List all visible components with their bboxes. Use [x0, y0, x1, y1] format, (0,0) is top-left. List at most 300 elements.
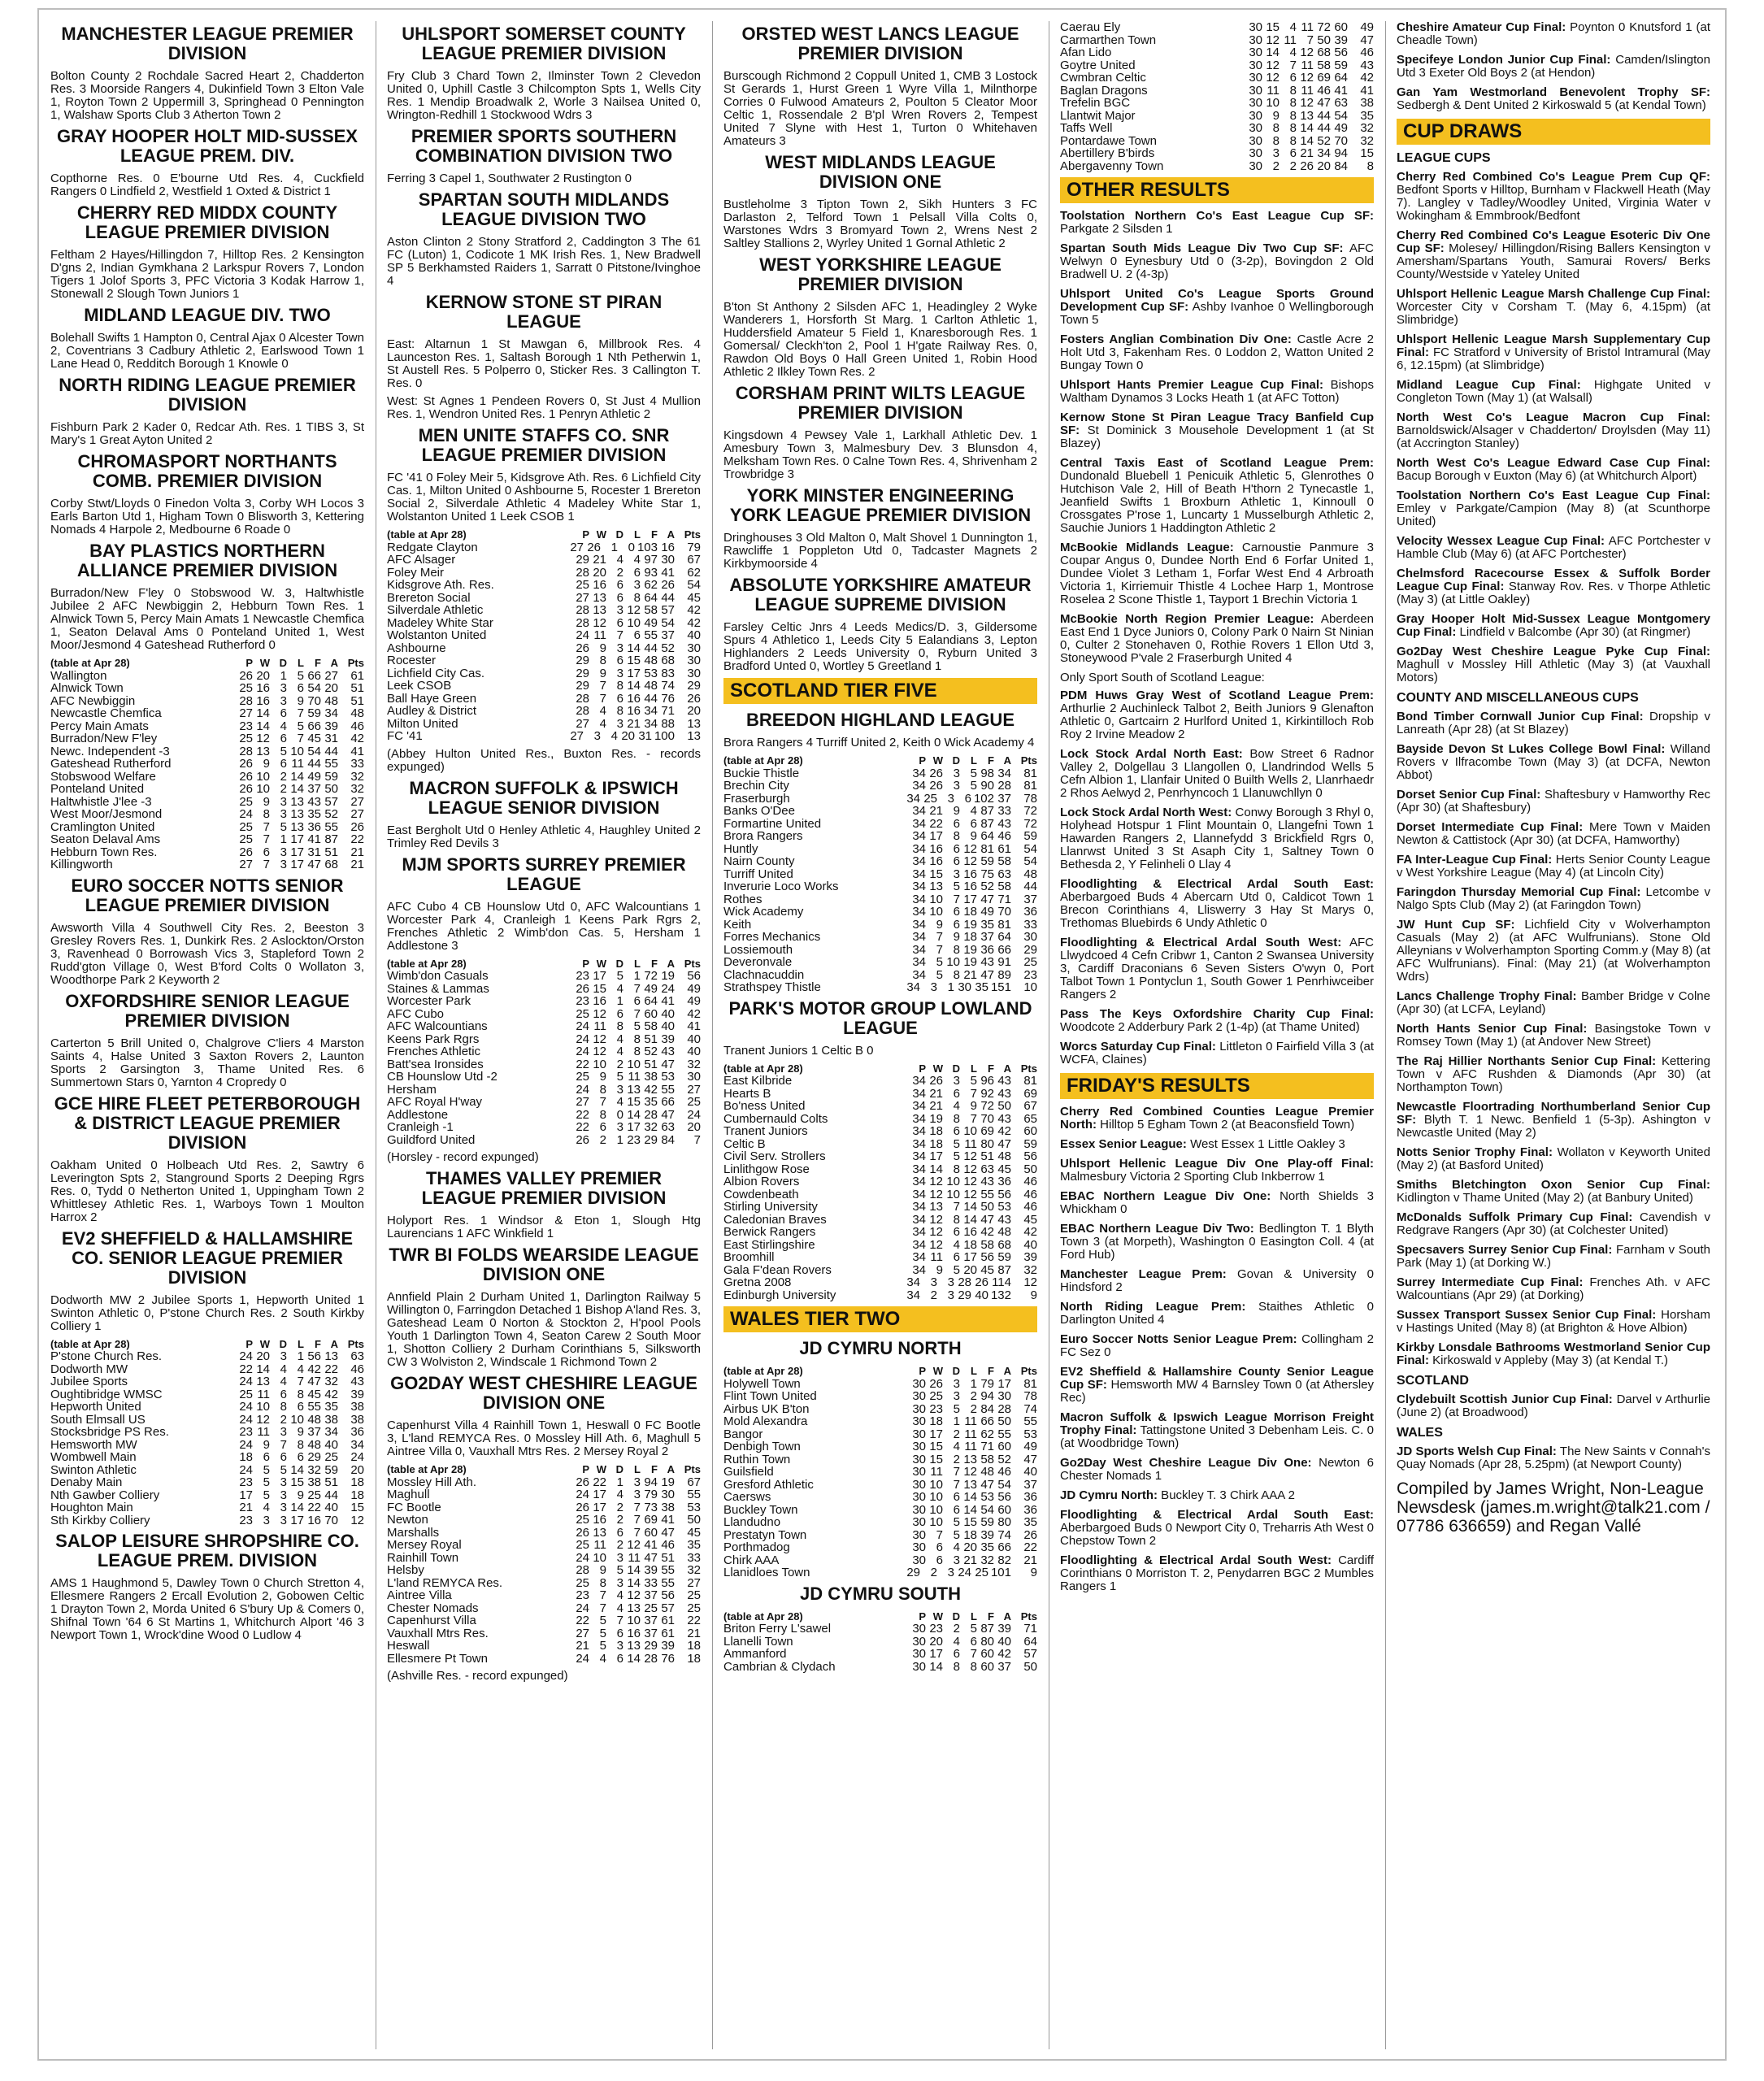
stat-cell: 6	[953, 854, 960, 868]
stat-cell: 47	[980, 967, 994, 982]
column-header: P	[582, 957, 589, 970]
results-paragraph: Corby Stwt/Lloyds 0 Finedon Volta 3, Corby WH Locos 3 Earls Barton Utd 1, Higham Town 0 Blisworth 3, Kettering Nomads 4 Harpole 2, Medbourne 6 Roade 0	[50, 497, 364, 537]
stat-cell: 30	[1249, 46, 1262, 59]
team-name: Vauxhall Mtrs Res.	[387, 1627, 489, 1640]
team-name: Strathspey Thistle	[723, 981, 821, 994]
result-competition: North West Co's League Macron Cup Final:	[1397, 411, 1710, 424]
stat-cell: 31	[307, 845, 321, 859]
stat-cell: 98	[980, 766, 994, 780]
stat-cell: 5	[953, 1149, 960, 1163]
stat-cell: 14	[1300, 133, 1314, 148]
result-entry	[1060, 806, 1374, 871]
stat-cell: 32	[644, 1120, 658, 1134]
stat-cell: 21	[1023, 1553, 1037, 1567]
team-name: Stocksbridge PS Res.	[50, 1426, 169, 1439]
stat-cell: 11	[1284, 33, 1297, 47]
stat-cell: 39	[980, 1527, 994, 1542]
stat-cell: 2	[953, 1622, 960, 1636]
stat-cell: 9	[599, 1070, 606, 1084]
team-name: Lichfield City Cas.	[387, 667, 485, 680]
table-row	[50, 1388, 364, 1401]
stat-cell: 21	[239, 1501, 253, 1514]
table-row	[387, 617, 701, 630]
stat-cell: 56	[997, 1490, 1011, 1504]
stat-cell: 34	[906, 1288, 920, 1302]
stat-cell: 37	[307, 782, 321, 796]
stat-cell: 41	[661, 565, 675, 580]
stat-cell: 54	[1023, 854, 1037, 868]
stat-cell: 60	[644, 1006, 658, 1021]
stat-cell: 52	[324, 807, 338, 821]
stat-cell: 3	[1272, 146, 1280, 160]
result-competition: Uhlsport United Co's League Sports Ground Development Cup SF:	[1060, 287, 1374, 314]
stat-cell: 3	[280, 1513, 287, 1527]
stat-cell: 22	[576, 1107, 589, 1122]
result-entry	[1060, 411, 1374, 450]
stat-cell: 58	[997, 854, 1011, 868]
stat-cell: 32	[687, 1057, 701, 1071]
team-name: Capenhurst Villa	[387, 1614, 476, 1627]
stat-cell: 71	[1023, 1622, 1037, 1636]
column-header: L	[971, 1610, 977, 1623]
compiler-credit: Compiled by James Wright, Non-League Newsdesk (james.m.wright@talk21.com / 07786 636659) and Regan Vallé	[1397, 1479, 1710, 1536]
stat-cell: 20	[593, 565, 606, 580]
stat-cell: 38	[307, 1475, 321, 1489]
league-table	[723, 1062, 1037, 1302]
team-name: AFC Cubo	[387, 1007, 445, 1020]
stat-cell: 48	[997, 1149, 1011, 1163]
stat-cell: 12	[929, 1175, 943, 1188]
stat-cell: 29	[576, 654, 589, 667]
stat-cell: 3	[280, 1425, 287, 1439]
result-text: Buckley T. 3 Chirk AAA 2	[1158, 1488, 1295, 1502]
stat-cell: 36	[1023, 1490, 1037, 1504]
table-row	[50, 732, 364, 745]
stat-cell: 2	[616, 1513, 623, 1527]
stat-cell: 8	[953, 1111, 960, 1126]
stat-cell: 19	[963, 942, 977, 957]
stat-cell: 59	[324, 1462, 338, 1477]
stat-cell: 15	[929, 1452, 943, 1466]
stat-cell: 12	[963, 841, 977, 856]
stat-cell: 5	[953, 880, 960, 893]
team-name: Ball Haye Green	[387, 692, 477, 705]
subsection-heading: SCOTLAND	[1397, 1374, 1469, 1388]
stat-cell: 12	[963, 1162, 977, 1176]
stat-cell: 7	[633, 1513, 641, 1527]
column-header: P	[582, 528, 589, 541]
stat-cell: 81	[980, 841, 994, 856]
stat-cell: 16	[593, 578, 606, 592]
stat-cell: 55	[661, 1082, 675, 1097]
stat-cell: 25	[576, 1575, 589, 1590]
stat-cell: 21	[929, 1099, 943, 1113]
stat-cell: 6	[1289, 71, 1297, 85]
stat-cell: 72	[1023, 804, 1037, 818]
stat-cell: 88	[661, 716, 675, 731]
stat-cell: 35	[975, 980, 988, 994]
stat-cell: 9	[297, 1488, 304, 1502]
result-entry	[1060, 1106, 1374, 1132]
league-heading: SPARTAN SOUTH MIDLANDS LEAGUE DIVISION TWO	[418, 189, 670, 229]
table-date-label: (table at Apr 28)	[723, 754, 803, 767]
stat-cell: 43	[350, 1375, 364, 1388]
stat-cell: 26	[576, 1525, 589, 1540]
stat-cell: 28	[958, 1275, 971, 1289]
stat-cell: 50	[687, 1513, 701, 1527]
stat-cell: 46	[1317, 83, 1331, 98]
stat-cell: 70	[997, 905, 1011, 919]
column-header: A	[330, 1337, 338, 1350]
result-competition: Sussex Transport Sussex Senior Cup Final:	[1397, 1308, 1657, 1322]
team-name: Rocester	[387, 654, 437, 667]
stat-cell: 34	[912, 1149, 926, 1163]
stat-cell: 12	[1300, 46, 1314, 59]
team-name: Newcastle Chemfica	[50, 707, 162, 720]
column-1	[50, 21, 364, 2049]
stat-cell: 7	[633, 1500, 641, 1514]
result-entry	[1060, 1457, 1374, 1483]
column-header: D	[615, 957, 623, 970]
table-row	[50, 758, 364, 771]
stat-cell: 34	[350, 1437, 364, 1452]
table-row	[723, 1529, 1037, 1542]
stat-cell: 17	[929, 829, 943, 843]
stat-cell: 14	[1300, 121, 1314, 135]
result-text: Lindfield v Balcombe (Apr 30) (at Ringmer)	[1456, 625, 1691, 639]
results-paragraph: Fry Club 3 Chard Town 2, Ilminster Town 2 Clevedon United 0, Uphill Castle 3 Chilcompton Spts 1, Wells City Res. 1 Mendip Broadwalk 2, Worle 3 Nailsea United 0, Wrington-Redhill 1 Stockwood Wdrs 3	[387, 69, 701, 122]
stat-cell: 45	[307, 1387, 321, 1401]
column-header: A	[330, 657, 338, 669]
result-text: FC Stratford v University of Bristol Intramural (May 6, 12.15pm) (at Slimbridge)	[1397, 345, 1710, 372]
team-name: Huntly	[723, 842, 758, 855]
stat-cell: 39	[1334, 33, 1348, 47]
stat-cell: 8	[970, 1659, 977, 1674]
table-row	[50, 695, 364, 708]
stat-cell: 41	[1334, 83, 1348, 98]
result-entry	[1397, 854, 1710, 880]
team-name: Bo'ness United	[723, 1100, 806, 1113]
stat-cell: 46	[1360, 46, 1374, 59]
stat-cell: 55	[661, 1575, 675, 1590]
stat-cell: 56	[1023, 1149, 1037, 1163]
stat-cell: 59	[997, 1250, 1011, 1264]
stat-cell: 15	[593, 981, 606, 996]
stat-cell: 32	[1023, 1262, 1037, 1277]
result-entry	[1397, 489, 1710, 528]
team-name: Flint Town United	[723, 1390, 817, 1403]
team-name: Hearts B	[723, 1087, 771, 1100]
stat-cell: 22	[350, 832, 364, 846]
stat-cell: 12	[256, 1412, 270, 1427]
stat-cell: 8	[953, 942, 960, 957]
team-name: AFC Royal H'way	[387, 1096, 483, 1109]
stat-cell: 55	[980, 1187, 994, 1201]
column-2	[387, 21, 701, 2049]
stat-cell: 14	[963, 1490, 977, 1504]
stat-cell: 34	[912, 1111, 926, 1126]
table-row	[723, 1289, 1037, 1302]
league-heading: PREMIER SPORTS SOUTHERN COMBINATION DIVISION TWO	[411, 126, 677, 166]
result-entry	[1060, 748, 1374, 800]
stat-cell: 24	[239, 1437, 253, 1452]
team-name: Edinburgh University	[723, 1288, 836, 1301]
stat-cell: 90	[980, 779, 994, 793]
stat-cell: 94	[1334, 146, 1348, 160]
result-entry	[1397, 1393, 1710, 1419]
stat-cell: 4	[616, 1488, 623, 1501]
stat-cell: 12	[929, 1237, 943, 1252]
stat-cell: 18	[929, 1136, 943, 1151]
stat-cell: 34	[906, 791, 920, 806]
stat-cell: 5	[616, 1563, 623, 1577]
league-heading: CHERRY RED MIDDX COUNTY LEAGUE PREMIER DIVISION	[76, 202, 338, 242]
stat-cell: 43	[997, 816, 1011, 831]
stat-cell: 4	[610, 729, 618, 743]
stat-cell: 25	[307, 1488, 321, 1502]
stat-cell: 5	[616, 969, 623, 983]
stat-cell: 7	[297, 732, 304, 745]
result-text: Bacup Borough v Euxton (May 6) (at Whitchurch Alport)	[1397, 469, 1697, 483]
column-header: Pts	[684, 1463, 701, 1475]
stat-cell: 51	[661, 1550, 675, 1565]
stat-cell: 54	[687, 578, 701, 592]
stat-cell: 24	[576, 628, 589, 642]
stat-cell: 16	[963, 880, 977, 893]
stat-cell: 20	[929, 1634, 943, 1649]
result-entry	[1397, 1101, 1710, 1140]
team-name: P'stone Church Res.	[50, 1350, 163, 1363]
stat-cell: 8	[297, 1387, 304, 1401]
team-name: Hepworth United	[50, 1401, 141, 1414]
stat-cell: 12	[963, 1465, 977, 1479]
stat-cell: 94	[644, 1475, 658, 1489]
stat-cell: 59	[980, 854, 994, 868]
stat-cell: 3	[280, 845, 287, 859]
stat-cell: 19	[963, 955, 977, 969]
stat-cell: 35	[1360, 108, 1374, 123]
result-text: Hemsworth MW 4 Barnsley Town 0 (at Athersley Rec)	[1060, 1378, 1374, 1405]
stat-cell: 54	[1334, 108, 1348, 123]
table-row	[723, 1554, 1037, 1567]
results-paragraph: East: Altarnun 1 St Mawgan 6, Millbrook Res. 4 Launceston Res. 1, Saltash Borough 1 Nth Petherwin 1, St Austell Res. 5 Polperro 0, Sticker Res. 3 Callington T. Res. 0	[387, 337, 701, 390]
table-row	[723, 805, 1037, 818]
stat-cell: 54	[307, 681, 321, 695]
stat-cell: 16	[593, 994, 606, 1008]
result-entry	[1397, 567, 1710, 606]
stat-cell: 3	[953, 1553, 960, 1567]
stat-cell: 18	[963, 905, 977, 919]
stat-cell: 33	[1023, 917, 1037, 932]
stat-cell: 79	[980, 1376, 994, 1391]
stat-cell: 58	[980, 1452, 994, 1466]
stat-cell: 52	[997, 1452, 1011, 1466]
team-name: Redgate Clayton	[387, 541, 478, 554]
stat-cell: 36	[350, 1425, 364, 1439]
table-row	[723, 1648, 1037, 1661]
stat-cell: 78	[1023, 1389, 1037, 1403]
result-entry	[1397, 1179, 1710, 1205]
stat-cell: 55	[324, 757, 338, 771]
stat-cell: 30	[912, 1634, 926, 1649]
table-row	[50, 833, 364, 846]
table-row	[723, 1636, 1037, 1649]
result-competition: PDM Huws Gray West of Scotland League Prem:	[1060, 689, 1374, 702]
results-paragraph: Bolehall Swifts 1 Hampton 0, Central Ajax 0 Alcester Town 2, Coventrians 3 Cadbury Athletic 2, Earlswood Town 1 Lane Head 0, Redditch Borough 1 Knowle 0	[50, 331, 364, 371]
result-competition: Go2Day West Cheshire League Div One:	[1060, 1456, 1312, 1470]
stat-cell: 23	[929, 1401, 943, 1416]
stat-cell: 13	[627, 1639, 641, 1653]
column-header: W	[932, 754, 943, 767]
stat-cell: 37	[997, 1659, 1011, 1674]
table-row	[723, 767, 1037, 780]
stat-cell: 5	[599, 1626, 606, 1640]
stat-cell: 24	[576, 1601, 589, 1615]
table-row	[387, 592, 701, 605]
table-row	[723, 1661, 1037, 1674]
stat-cell: 18	[963, 1237, 977, 1252]
result-competition: Cherry Red Combined Counties League Premier North:	[1060, 1105, 1374, 1132]
stat-cell: 24	[576, 1651, 589, 1666]
team-name: Percy Main Amats	[50, 719, 149, 732]
stat-cell: 2	[953, 1427, 960, 1441]
stat-cell: 10	[627, 615, 641, 630]
table-row	[387, 1020, 701, 1033]
stat-cell: 46	[997, 829, 1011, 843]
table-row	[723, 1163, 1037, 1176]
table-row	[723, 1239, 1037, 1252]
result-competition: Floodlighting & Electrical Ardal South West:	[1060, 1553, 1332, 1567]
stat-cell: 4	[970, 804, 977, 818]
stat-cell: 37	[997, 791, 1011, 806]
stat-cell: 3	[633, 578, 641, 592]
team-name: Ponteland United	[50, 783, 145, 796]
table-row	[723, 843, 1037, 856]
stat-cell: 58	[1317, 58, 1331, 72]
stat-cell: 48	[644, 654, 658, 667]
stat-cell: 33	[687, 1550, 701, 1565]
table-row	[387, 1121, 701, 1134]
table-header	[387, 1463, 701, 1476]
stat-cell: 7	[599, 691, 606, 706]
stat-cell: 34	[912, 917, 926, 932]
stat-cell: 10	[593, 1550, 606, 1565]
stat-cell: 4	[616, 1588, 623, 1602]
result-text: Blyth T. 1 Newc. Benfield 1 (5-3p). Ashington v Newcastle United (May 2)	[1397, 1113, 1710, 1140]
stat-cell: 19	[661, 969, 675, 983]
stat-cell: 58	[997, 880, 1011, 893]
stat-cell: 2	[930, 1288, 937, 1302]
table-row	[1060, 97, 1374, 110]
stat-cell: 5	[953, 1262, 960, 1277]
table-row	[723, 906, 1037, 919]
column-header: L	[634, 1463, 641, 1475]
results-paragraph: Oakham United 0 Holbeach Utd Res. 2, Sawtry 6 Leverington Spts 2, Stanground Sports 2 Deeping Rgrs Res. 0, Tydd 0 Netherton United 1, Uppingham Town 2 Whittlesey Athletic Res. 1, Warboys Town 1 Moulton Harrox 2	[50, 1158, 364, 1224]
stat-cell: 6	[297, 1450, 304, 1464]
stat-cell: 13	[593, 590, 606, 605]
stat-cell: 30	[912, 1515, 926, 1529]
stat-cell: 1	[616, 1475, 623, 1489]
stat-cell: 6	[970, 816, 977, 831]
stat-cell: 4	[599, 704, 606, 718]
stat-cell: 17	[929, 1149, 943, 1163]
stat-cell: 29	[958, 1288, 971, 1302]
stat-cell: 6	[953, 917, 960, 932]
stat-cell: 50	[1023, 1659, 1037, 1674]
stat-cell: 34	[912, 1187, 926, 1201]
team-name: Guildford United	[387, 1133, 476, 1146]
result-text: Stanway Rov. Res. v Thorpe Athletic (May 3) (at Little Oakley)	[1397, 580, 1710, 606]
stat-cell: 38	[350, 1412, 364, 1427]
stat-cell: 9	[953, 804, 960, 818]
stat-cell: 30	[1249, 83, 1262, 98]
stat-cell: 11	[257, 1387, 270, 1401]
stat-cell: 44	[324, 1488, 338, 1502]
stat-cell: 8	[1272, 121, 1280, 135]
table-row	[50, 1476, 364, 1489]
stat-cell: 12	[1023, 1275, 1037, 1289]
stat-cell: 80	[980, 1634, 994, 1649]
stat-cell: 84	[1334, 159, 1348, 173]
stat-cell: 69	[1317, 71, 1331, 85]
result-entry	[1397, 990, 1710, 1016]
result-text: Woodcote 2 Adderbury Park 2 (1-4p) (at Thame United)	[1060, 1020, 1360, 1034]
team-name: Alnwick Town	[50, 682, 124, 695]
stat-cell: 81	[1023, 1074, 1037, 1088]
stat-cell: 63	[980, 1162, 994, 1176]
stat-cell: 14	[963, 1502, 977, 1517]
stat-cell: 11	[930, 1250, 943, 1264]
stat-cell: 52	[980, 880, 994, 893]
table-row	[387, 718, 701, 731]
stat-cell: 30	[1249, 58, 1262, 72]
stat-cell: 1	[280, 832, 287, 846]
table-row	[50, 745, 364, 758]
stat-cell: 3	[953, 1074, 960, 1088]
stat-cell: 91	[997, 955, 1011, 969]
stat-cell: 46	[1023, 1175, 1037, 1188]
stat-cell: 24	[576, 1082, 589, 1097]
stat-cell: 6	[953, 841, 960, 856]
stat-cell: 30	[1249, 108, 1262, 123]
table-header	[723, 1062, 1037, 1075]
league-heading: JD CYMRU NORTH	[799, 1338, 962, 1358]
stat-cell: 60	[980, 1647, 994, 1661]
team-name: Marshalls	[387, 1526, 440, 1539]
stat-cell: 73	[644, 1500, 658, 1514]
stat-cell: 44	[1317, 108, 1331, 123]
stat-cell: 3	[947, 1288, 954, 1302]
stat-cell: 10	[946, 955, 960, 969]
results-paragraph: Bolton County 2 Rochdale Sacred Heart 2, Chadderton Res. 3 Moorside Rangers 4, Dukinfield Town 3 Elton Vale 1, Royton Town 2 Uppermill 3, Springhead 0 Pennington 1, Walshaw Sports Club 3 Atherton Town 2	[50, 69, 364, 122]
stat-cell: 12	[963, 1175, 977, 1188]
table-row	[723, 1100, 1037, 1113]
result-competition: Macron Suffolk & Ipswich League Morrison Freight Trophy Final:	[1060, 1410, 1374, 1437]
stat-cell: 30	[687, 666, 701, 680]
stat-cell: 13	[290, 807, 304, 821]
column-header: W	[259, 1337, 270, 1350]
stat-cell: 14	[627, 679, 641, 693]
stat-cell: 10	[929, 1502, 943, 1517]
team-name: Nairn County	[723, 855, 795, 868]
stat-cell: 25	[239, 732, 253, 745]
stat-cell: 72	[1317, 21, 1331, 34]
team-name: Gretna 2008	[723, 1276, 792, 1289]
stat-cell: 12	[627, 1538, 641, 1552]
stat-cell: 29	[644, 1132, 658, 1147]
stat-cell: 50	[980, 1200, 994, 1214]
league-table	[723, 1610, 1037, 1674]
